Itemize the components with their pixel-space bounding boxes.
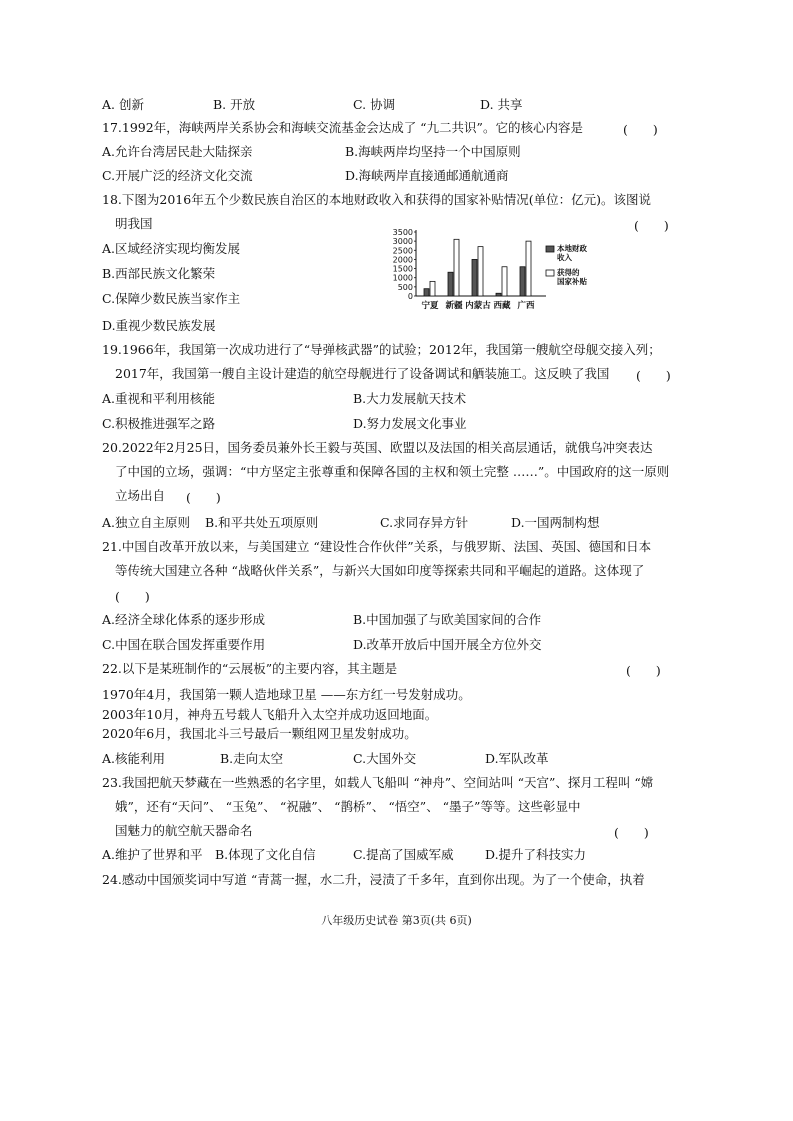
q18-option-c[interactable]: C.保障少数民族当家作主	[102, 291, 241, 306]
q21-option-d[interactable]: D.改革开放后中国开展全方位外交	[353, 637, 542, 652]
x-tick-label: 广西	[517, 301, 535, 311]
bar-local-revenue	[448, 272, 453, 296]
page-footer: 八年级历史试卷 第3页(共 6页)	[321, 914, 472, 927]
bar-local-revenue	[520, 267, 525, 296]
bar-national-subsidy	[430, 281, 435, 296]
finance-bar-chart	[384, 224, 600, 314]
q16-option-b[interactable]: B. 开放	[213, 97, 256, 112]
q16-option-c[interactable]: C. 协调	[353, 97, 396, 112]
q24-stem: 24.感动中国颁奖词中写道 “青蒿一握，水二升，浸渍了千多年，直到你出现。为了一个使命，执着	[102, 872, 645, 887]
q18-stem: 18.下图为2016年五个少数民族自治区的本地财政收入和获得的国家补贴情况(单位：亿元)。该图说	[102, 192, 651, 207]
q22-content-line: 1970年4月，我国第一颗人造地球卫星 ——东方红一号发射成功。	[102, 687, 471, 702]
x-tick-label: 新疆	[445, 301, 463, 311]
q18-option-a[interactable]: A.区域经济实现均衡发展	[102, 241, 241, 256]
bar-local-revenue	[472, 259, 477, 296]
q18-answer-blank[interactable]: ( )	[634, 218, 669, 233]
legend-label-cont: 国家补贴	[557, 277, 587, 286]
legend-swatch-local	[546, 246, 554, 252]
y-tick-label: 500	[397, 282, 413, 292]
x-tick-label: 内蒙古	[465, 301, 491, 311]
q20-stem: 20.2022年2月25日，国务委员兼外长王毅与英国、欧盟以及法国的相关高层通话，就俄乌冲突表达	[102, 440, 653, 455]
q19-option-c[interactable]: C.积极推进强军之路	[102, 416, 216, 431]
q18-stem-cont: 明我国	[115, 216, 153, 231]
q21-stem-cont: 等传统大国建立各种 “战略伙伴关系”，与新兴大国如印度等探索共同和平崛起的道路。这体现了	[115, 563, 645, 578]
legend-label-cont: 收入	[557, 253, 572, 262]
q16-option-d[interactable]: D. 共享	[480, 97, 523, 112]
bar-national-subsidy	[502, 267, 507, 296]
q21-option-b[interactable]: B.中国加强了与欧美国家间的合作	[353, 612, 542, 627]
q17-option-c[interactable]: C.开展广泛的经济文化交流	[102, 168, 253, 183]
q16-option-a[interactable]: A. 创新	[102, 97, 144, 112]
q20-option-c[interactable]: C.求同存异方针	[380, 515, 469, 530]
bar-local-revenue	[496, 293, 501, 296]
bar-national-subsidy	[526, 241, 531, 296]
legend-label: 获得的	[557, 268, 580, 277]
y-tick-label: 3000	[392, 237, 413, 247]
q20-option-d[interactable]: D.一国两制构想	[511, 515, 600, 530]
q18-option-d[interactable]: D.重视少数民族发展	[102, 318, 216, 333]
q23-option-c[interactable]: C.提高了国威军威	[353, 847, 454, 862]
y-tick-label: 1000	[392, 273, 413, 283]
bar-national-subsidy	[454, 239, 459, 296]
bar-local-revenue	[424, 289, 429, 296]
q21-stem: 21.中国自改革开放以来，与美国建立 “建设性合作伙伴”关系，与俄罗斯、法国、英国、德国和日本	[102, 539, 652, 554]
q22-option-b[interactable]: B.走向太空	[220, 751, 284, 766]
legend-label: 本地财政	[557, 244, 587, 253]
y-tick-label: 0	[407, 292, 413, 301]
q22-content-line: 2020年6月，我国北斗三号最后一颗组网卫星发射成功。	[102, 726, 417, 741]
q23-stem: 23.我国把航天梦藏在一些熟悉的名字里，如载人飞船叫 “神舟”、空间站叫 “天宫”、探月工程叫 “嫦	[102, 775, 654, 790]
q20-stem-cont2: 立场出自	[115, 488, 166, 503]
q20-stem-cont: 了中国的立场，强调：“中方坚定主张尊重和保障各国的主权和领土完整 ……”。中国政府的这一原则	[115, 464, 670, 479]
q23-answer-blank[interactable]: ( )	[614, 825, 649, 840]
q21-option-a[interactable]: A.经济全球化体系的逐步形成	[102, 612, 266, 627]
q23-option-d[interactable]: D.提升了科技实力	[485, 847, 587, 862]
q22-content-line: 2003年10月，神舟五号载人飞船升入太空并成功返回地面。	[102, 707, 438, 722]
q23-option-a[interactable]: A.维护了世界和平	[102, 847, 203, 862]
q19-option-b[interactable]: B.大力发展航天技术	[353, 391, 467, 406]
q17-option-b[interactable]: B.海峡两岸均坚持一个中国原则	[345, 144, 521, 159]
y-tick-label: 2500	[392, 246, 413, 256]
q17-answer-blank[interactable]: ( )	[623, 122, 658, 137]
q19-option-a[interactable]: A.重视和平利用核能	[102, 391, 216, 406]
q20-option-a[interactable]: A.独立自主原则	[102, 515, 191, 530]
q22-answer-blank[interactable]: ( )	[626, 663, 661, 678]
legend-swatch-subsidy	[546, 270, 554, 276]
bar-national-subsidy	[478, 247, 483, 296]
q22-option-a[interactable]: A.核能利用	[102, 751, 166, 766]
q17-option-a[interactable]: A.允许台湾居民赴大陆探亲	[102, 144, 253, 159]
q19-stem-cont: 2017年，我国第一艘自主设计建造的航空母舰进行了设备调试和舾装施工。这反映了我国	[115, 366, 610, 381]
q19-option-d[interactable]: D.努力发展文化事业	[353, 416, 467, 431]
x-tick-label: 宁夏	[421, 301, 439, 311]
y-tick-label: 2000	[392, 255, 413, 265]
q17-option-d[interactable]: D.海峡两岸直接通邮通航通商	[345, 168, 509, 183]
q22-stem: 22.以下是某班制作的“云展板”的主要内容，其主题是	[102, 661, 398, 676]
q22-option-d[interactable]: D.军队改革	[485, 751, 549, 766]
q23-stem-cont: 娥”，还有“天问”、 “玉兔”、 “祝融”、 “鹊桥”、 “悟空”、 “墨子”等等。这些彰显中	[115, 799, 581, 814]
q23-stem-cont2: 国魅力的航空航天器命名	[115, 823, 253, 838]
q22-option-c[interactable]: C.大国外交	[353, 751, 417, 766]
q18-option-b[interactable]: B.西部民族文化繁荣	[102, 266, 216, 281]
q20-answer-blank[interactable]: ( )	[186, 490, 221, 505]
y-tick-label: 1500	[392, 264, 413, 274]
y-tick-label: 3500	[392, 228, 413, 237]
q17-stem: 17.1992年，海峡两岸关系协会和海峡交流基金会达成了 “九二共识”。它的核心内容是	[102, 120, 583, 135]
q21-answer-blank[interactable]: ( )	[115, 589, 150, 604]
q23-option-b[interactable]: B.体现了文化自信	[215, 847, 316, 862]
q21-option-c[interactable]: C.中国在联合国发挥重要作用	[102, 637, 266, 652]
q19-stem: 19.1966年，我国第一次成功进行了“导弹核武器”的试验；2012年，我国第一艘航空母舰交接入列；	[102, 342, 661, 357]
q20-option-b[interactable]: B.和平共处五项原则	[205, 515, 319, 530]
x-tick-label: 西藏	[493, 301, 511, 311]
q19-answer-blank[interactable]: ( )	[636, 368, 671, 383]
